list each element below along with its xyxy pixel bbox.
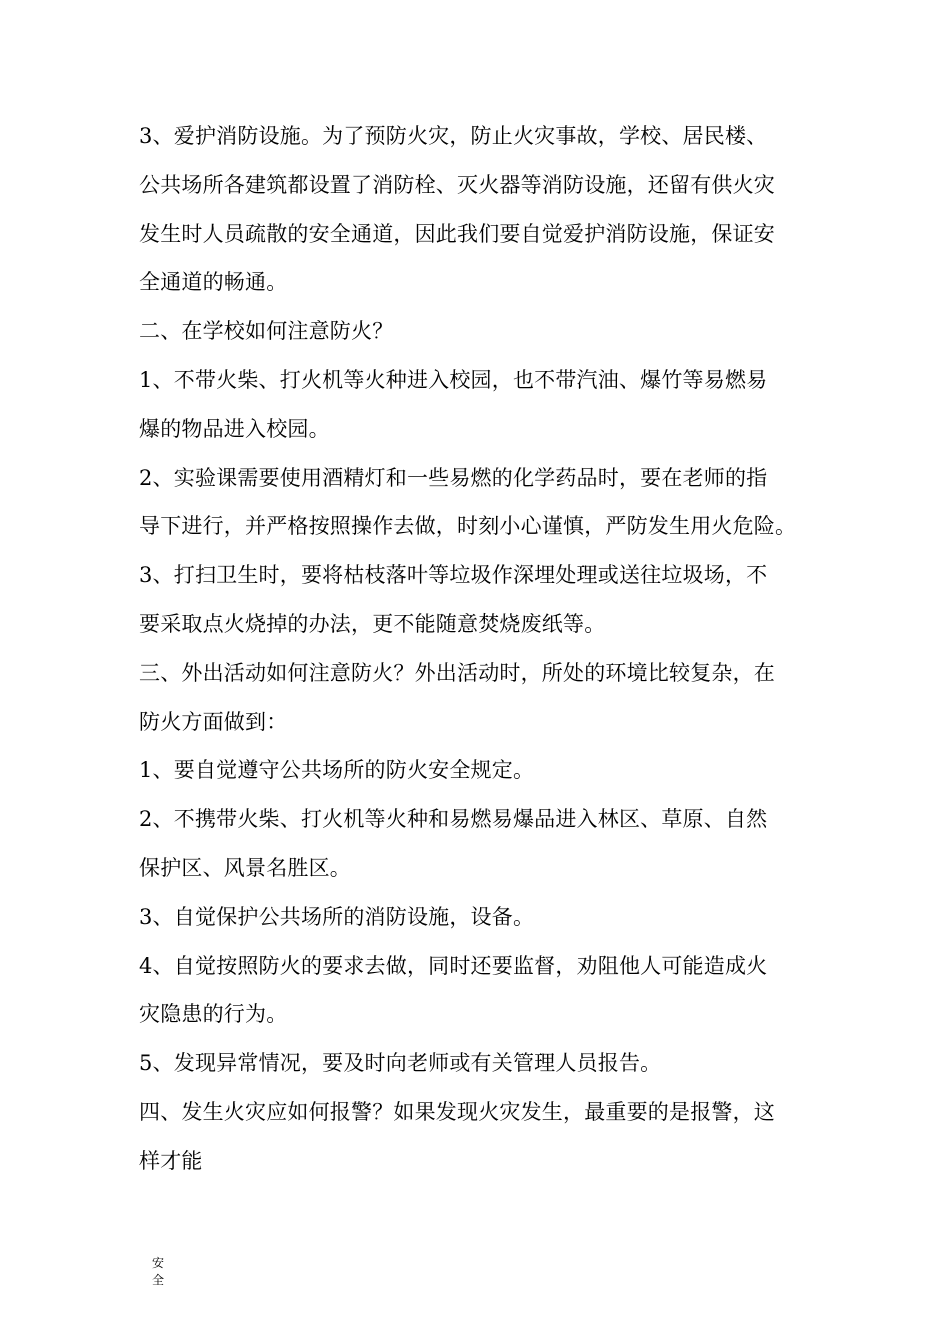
document-body	[139, 112, 839, 1186]
text-line: 爆的物品进入校园。	[139, 416, 330, 441]
text-line: 2、实验课需要使用酒精灯和一些易燃的化学药品时，要在老师的指	[139, 465, 768, 490]
section-heading-2: 二、在学校如何注意防火？	[139, 319, 394, 344]
footer-char: 安	[151, 1256, 164, 1270]
section-heading-4: 四、发生火灾应如何报警？如果发现火灾发生，最重要的是报警，这	[139, 1099, 775, 1124]
text-line: 灾隐患的行为。	[139, 1002, 288, 1027]
text-line: 5、发现异常情况，要及时向老师或有关管理人员报告。	[139, 1051, 662, 1076]
text-line: 3、自觉保护公共场所的消防设施，设备。	[139, 904, 535, 929]
text-line: 样才能	[139, 1148, 203, 1173]
text-line: 4、自觉按照防火的要求去做，同时还要监督，劝阻他人可能造成火	[139, 953, 768, 978]
text-line: 防火方面做到：	[139, 709, 288, 734]
text-line: 发生时人员疏散的安全通道，因此我们要自觉爱护消防设施，保证安	[139, 221, 775, 246]
footer-char: 全	[151, 1273, 164, 1287]
text-line: 保护区、风景名胜区。	[139, 855, 351, 880]
section-heading-3: 三、外出活动如何注意防火？外出活动时，所处的环境比较复杂，在	[139, 660, 775, 685]
text-line: 3、爱护消防设施。为了预防火灾，防止火灾事故，学校、居民楼、	[139, 124, 768, 148]
text-line: 全通道的畅通。	[139, 270, 288, 295]
text-line: 要采取点火烧掉的办法，更不能随意焚烧废纸等。	[139, 611, 606, 636]
text-line: 1、不带火柴、打火机等火种进入校园，也不带汽油、爆竹等易燃易	[139, 367, 768, 392]
text-line: 导下进行，并严格按照操作去做，时刻小心谨慎，严防发生用火危险。	[139, 514, 797, 539]
text-line: 2、不携带火柴、打火机等火种和易燃易爆品进入林区、草原、自然	[139, 807, 768, 832]
text-line: 1、要自觉遵守公共场所的防火安全规定。	[139, 758, 535, 783]
text-line: 3、打扫卫生时，要将枯枝落叶等垃圾作深埋处理或送往垃圾场，不	[139, 563, 768, 588]
text-line: 公共场所各建筑都设置了消防栓、灭火器等消防设施，还留有供火灾	[139, 172, 775, 197]
footer-vertical-text	[150, 1255, 166, 1289]
